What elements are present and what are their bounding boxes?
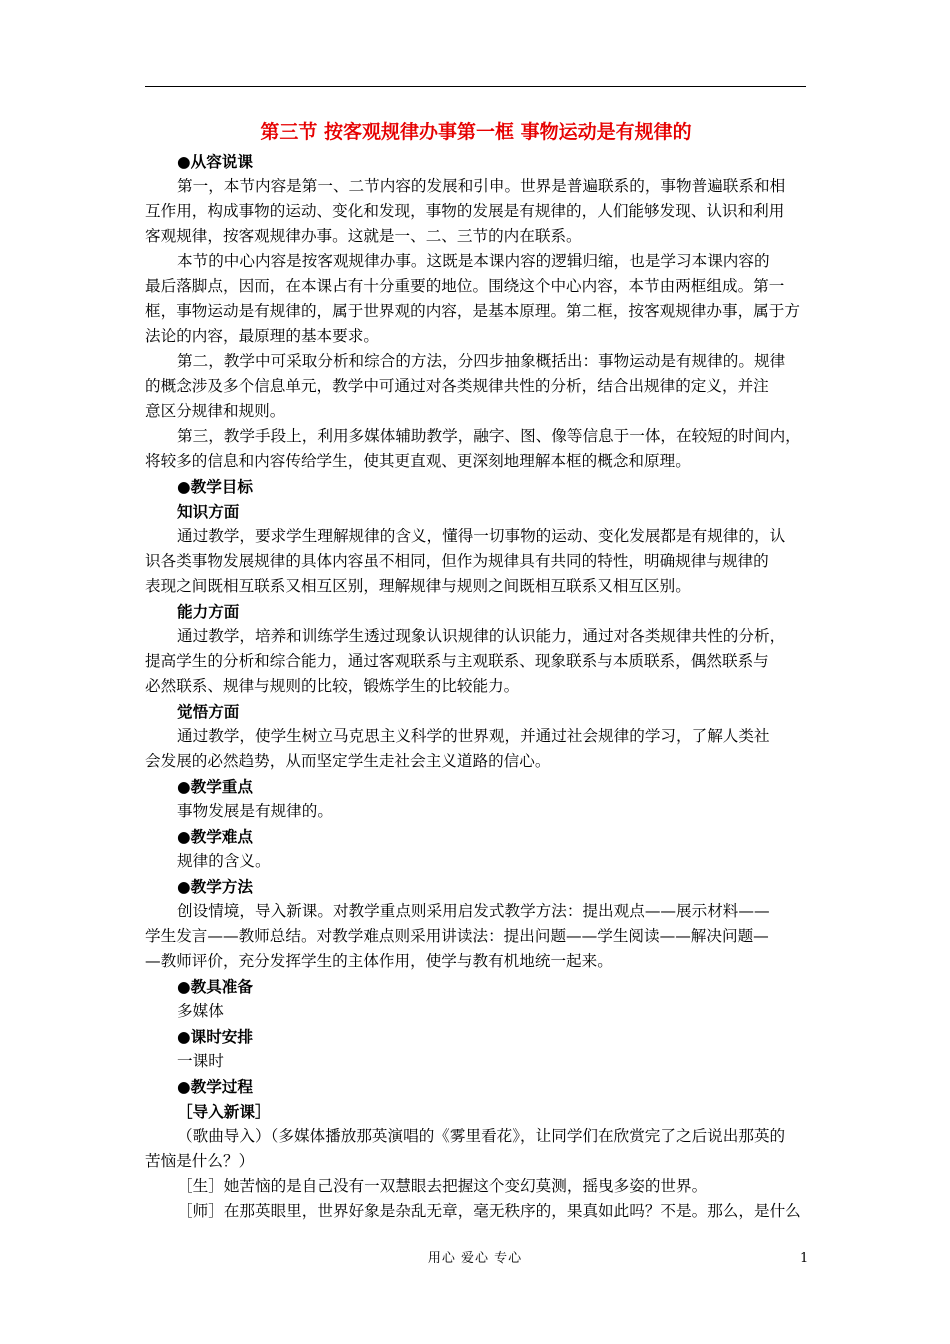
text-line: 第一，本节内容是第一、二节内容的发展和引申。世界是普遍联系的，事物普遍联系和相: [177, 177, 786, 195]
body-text: [145, 149, 807, 1224]
section-heading: 能力方面: [177, 602, 240, 621]
text-line: 框，事物运动是有规律的，属于世界观的内容，是基本原理。第二框，按客观规律办事，属于方: [145, 302, 800, 320]
section-heading: 知识方面: [177, 502, 240, 521]
text-line: 法论的内容，最原理的基本要求。: [145, 327, 379, 345]
section-heading: ●教学重点: [177, 777, 253, 796]
text-line: —教师评价，充分发挥学生的主体作用，使学与教有机地统一起来。: [145, 952, 613, 970]
text-line: 意区分规律和规则。: [145, 402, 286, 420]
text-line: 必然联系、规律与规则的比较，锻炼学生的比较能力。: [145, 677, 520, 695]
text-line: 最后落脚点，因而，在本课占有十分重要的地位。围绕这个中心内容，本节由两框组成。第一: [145, 277, 785, 295]
section-heading: ●教学方法: [177, 877, 253, 896]
section-heading: ［导入新课］: [177, 1102, 271, 1121]
text-line: 通过教学，培养和训练学生透过现象认识规律的认识能力，通过对各类规律共性的分析，: [177, 627, 786, 645]
text-line: 本节的中心内容是按客观规律办事。这既是本课内容的逻辑归缩，也是学习本课内容的: [177, 252, 770, 270]
text-line: 学生发言——教师总结。对教学难点则采用讲读法：提出问题——学生阅读——解决问题—: [145, 927, 769, 945]
text-line: 苦恼是什么？）: [145, 1152, 255, 1170]
text-line: 通过教学，要求学生理解规律的含义，懂得一切事物的运动、变化发展都是有规律的，认: [177, 527, 786, 545]
text-line: 通过教学，使学生树立马克思主义科学的世界观，并通过社会规律的学习，了解人类社: [177, 727, 770, 745]
page-title: 第三节 按客观规律办事第一框 事物运动是有规律的: [260, 121, 692, 143]
text-line: 将较多的信息和内容传给学生，使其更直观、更深刻地理解本框的概念和原理。: [145, 452, 691, 470]
section-heading: ●从容说课: [177, 152, 253, 171]
section-heading: ●课时安排: [177, 1027, 253, 1046]
text-line: 会发展的必然趋势，从而坚定学生走社会主义道路的信心。: [145, 752, 551, 770]
section-heading: ●教学目标: [177, 477, 253, 496]
page-number: 1: [800, 1251, 809, 1266]
section-heading: ●教学难点: [177, 827, 253, 846]
text-line: 客观规律，按客观规律办事。这就是一、二、三节的内在联系。: [145, 227, 582, 245]
text-line: 提高学生的分析和综合能力，通过客观联系与主观联系、现象联系与本质联系，偶然联系与: [145, 652, 769, 670]
text-line: 互作用，构成事物的运动、变化和发现，事物的发展是有规律的，人们能够发现、认识和利用: [145, 202, 785, 220]
text-line: 一课时: [177, 1052, 224, 1070]
text-line: 识各类事物发展规律的具体内容虽不相同，但作为规律具有共同的特性，明确规律与规律的: [145, 552, 769, 570]
text-line: 事物发展是有规律的。: [177, 802, 333, 820]
text-line: ［生］她苦恼的是自己没有一双慧眼去把握这个变幻莫测，摇曳多姿的世界。: [177, 1177, 708, 1195]
text-line: 第二，教学中可采取分析和综合的方法，分四步抽象概括出：事物运动是有规律的。规律: [177, 352, 786, 370]
section-heading: ●教具准备: [177, 977, 253, 996]
text-line: 规律的含义。: [177, 852, 271, 870]
document-body: [145, 120, 807, 1224]
text-line: 的概念涉及多个信息单元，教学中可通过对各类规律共性的分析，结合出规律的定义，并注: [145, 377, 769, 395]
text-line: （歌曲导入）（多媒体播放那英演唱的《雾里看花》，让同学们在欣赏完了之后说出那英的: [177, 1127, 786, 1145]
text-line: 第三，教学手段上，利用多媒体辅助教学，融字、图、像等信息于一体，在较短的时间内，: [177, 427, 801, 445]
text-line: 创设情境，导入新课。对教学重点则采用启发式教学方法：提出观点——展示材料——: [177, 902, 770, 920]
text-line: 多媒体: [177, 1002, 224, 1020]
footer-slogan: 用心 爱心 专心: [427, 1251, 523, 1266]
header-rule: [145, 86, 806, 87]
section-heading: ●教学过程: [177, 1077, 253, 1096]
text-line: ［师］在那英眼里，世界好象是杂乱无章，毫无秩序的，果真如此吗？不是。那么，是什么: [177, 1202, 801, 1220]
section-heading: 觉悟方面: [177, 702, 240, 721]
text-line: 表现之间既相互联系又相互区别，理解规律与规则之间既相互联系又相互区别。: [145, 577, 691, 595]
